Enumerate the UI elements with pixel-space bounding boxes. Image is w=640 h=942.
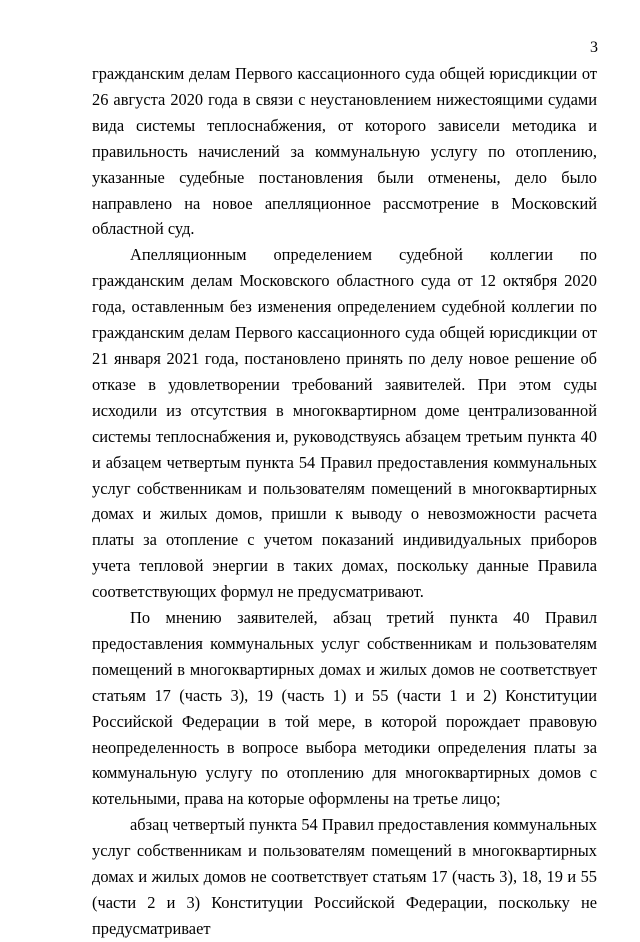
document-body: [92, 61, 597, 942]
paragraph-point-54: абзац четвертый пункта 54 Правил предоставления коммунальных услуг собственникам и пользователям помещений в многоквартирных домах и жилых домов не соответствует статьям 17 (часть 3), 18, 19 и 55 (части 2 и 3) Конституции Российской Федерации, поскольку не предусматривает: [92, 815, 597, 938]
paragraph-continuation: гражданским делам Первого кассационного суда общей юрисдикции от 26 августа 2020 года в связи с неустановлением нижестоящими судами вида системы теплоснабжения, от которого зависели методика и правильность начислений за коммунальную услугу по отоплению, указанные судебные постановления были отменены, дело было направлено на новое апелляционное рассмотрение в Московский областной суд.: [92, 64, 597, 239]
paragraph-applicants-opinion: По мнению заявителей, абзац третий пункта 40 Правил предоставления коммунальных услуг собственникам и пользователям помещений в многоквартирных домах и жилых домов не соответствует статьям 17 (часть 3), 19 (часть 1) и 55 (части 1 и 2) Конституции Российской Федерации в той мере, в которой порождает правовую неопределенность в вопросе выбора методики определения платы за коммунальную услугу по отоплению для многоквартирных домов с котельными, права на которые оформлены на третье лицо;: [92, 608, 597, 809]
paragraph-appeal-ruling: Апелляционным определением судебной коллегии по гражданским делам Московского областного суда от 12 октября 2020 года, оставленным без изменения определением судебной коллегии по гражданским делам Первого кассационного суда общей юрисдикции от 21 января 2021 года, постановлено принять по делу новое решение об отказе в удовлетворении требований заявителей. При этом суды исходили из отсутствия в многоквартирном доме централизованной системы теплоснабжения и, руководствуясь абзацем третьим пункта 40 и абзацем четвертым пункта 54 Правил предоставления коммунальных услуг собственникам и пользователям помещений в многоквартирных домах и жилых домов, пришли к выводу о невозможности расчета платы за отопление с учетом показаний индивидуальных приборов учета тепловой энергии в таких домах, поскольку данные Правила соответствующих формул не предусматривают.: [92, 245, 597, 602]
page-number: 3: [590, 39, 598, 56]
